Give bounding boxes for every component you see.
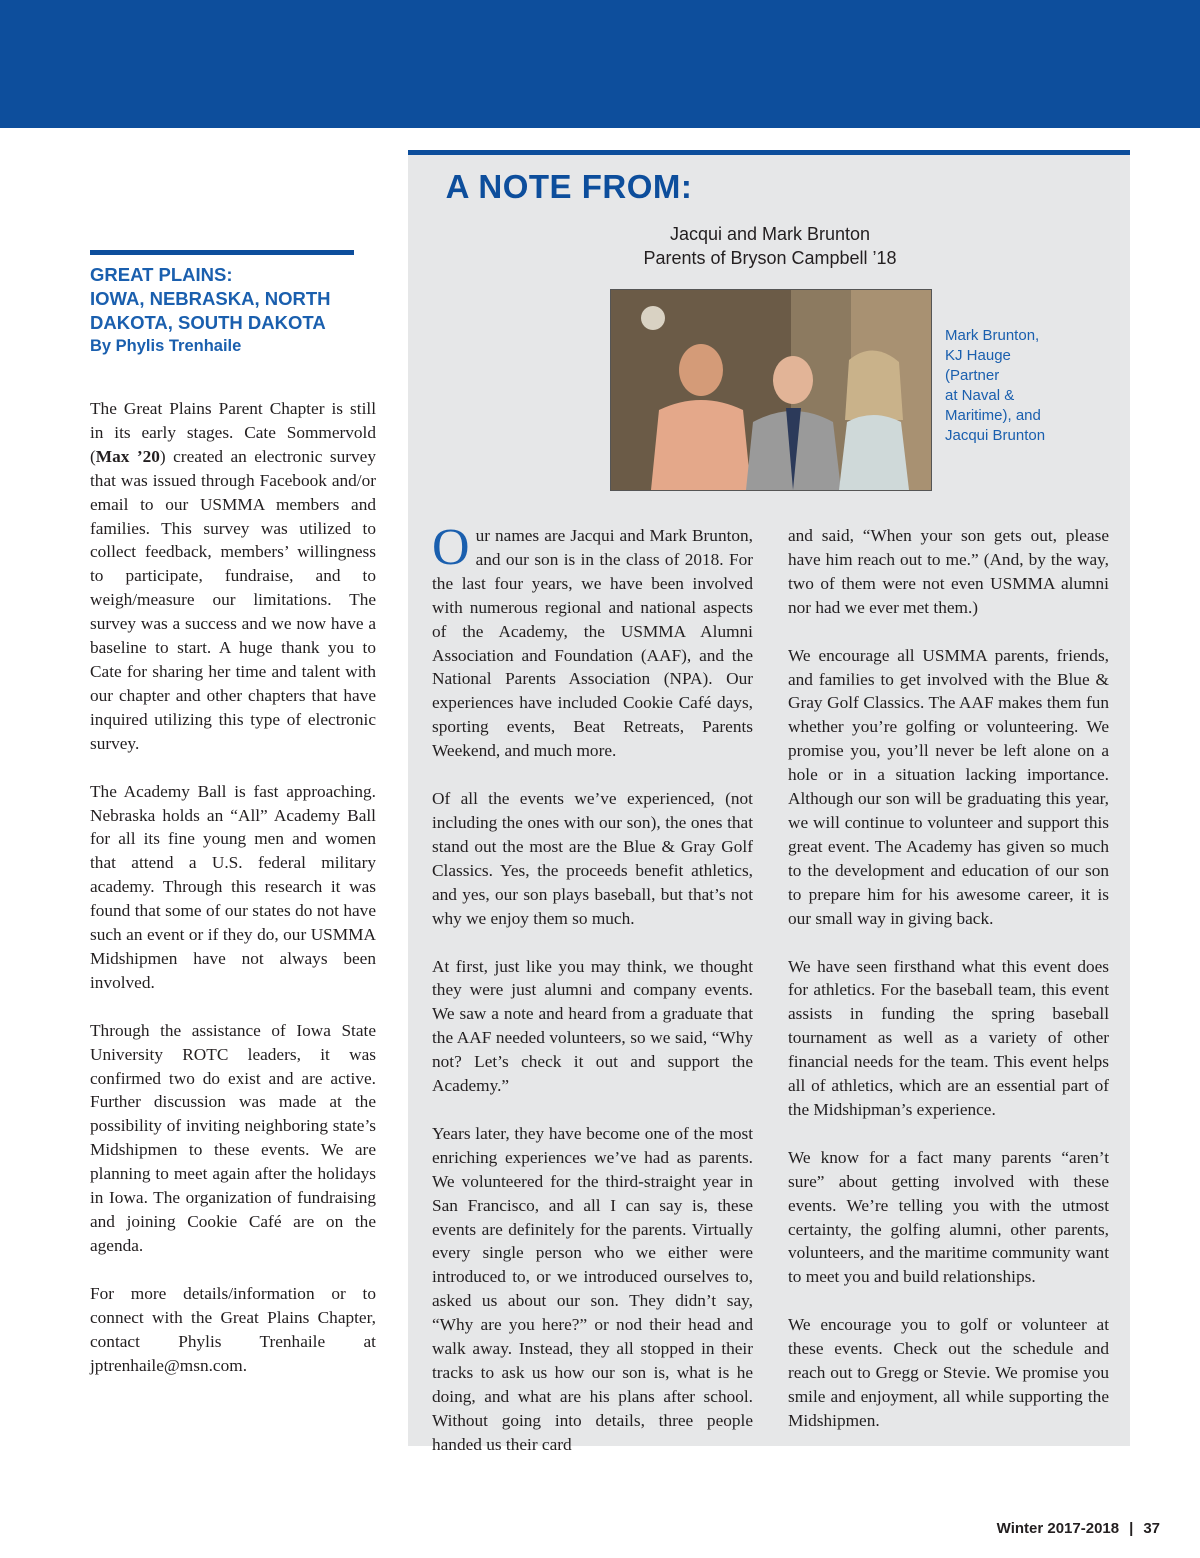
caption-line: KJ Hauge [945, 347, 1011, 364]
class-year: Max ’20 [95, 446, 160, 466]
paragraph-text: ) created an electronic survey that was issued through Facebook and/or email to our USMMA members and families. This survey was utilized to collect feedback, members’ willingness to participate, fundraise, and to weigh/measure our limitations. The survey was a success and we now have a baseline to start. A huge thank you to Cate for sharing her time and talent with our chapter and other chapters that have inquired utilizing this type of electronic survey. [90, 446, 376, 753]
heading-line: GREAT PLAINS: [90, 264, 233, 285]
authors-relation: Parents of Bryson Campbell ’18 [643, 248, 897, 268]
paragraph: and said, “When your son gets out, please have him reach out to me.” (And, by the way, two of them were not even USMMA alumni nor had we ever met them.) [788, 526, 1109, 617]
great-plains-article [90, 250, 376, 1401]
caption-line: (Partner [945, 367, 1000, 384]
photo-caption [945, 326, 1065, 446]
issue-label: Winter 2017-2018 [996, 1520, 1120, 1537]
drop-cap: O [432, 519, 470, 576]
note-subtitle [540, 222, 1000, 270]
heading-line: IOWA, NEBRASKA, NORTH [90, 288, 331, 309]
note-title: A NOTE FROM: [445, 168, 693, 205]
authors: Jacqui and Mark Brunton [669, 224, 871, 244]
paragraph: Years later, they have become one of the most enriching experiences we’ve had as parents. We volunteered for the third-straight year in San Francisco, and all I can say is, these events are definitely for the parents. Virtually every single person who we either were introduced to, or we introduced ourselves to, asked us about our son. They didn’t say, “Why are you here?” or nod their head and walk away. Instead, they all stopped in their tracks to ask us how our son is, what is he doing, and what are his plans after school. Without going into details, three people handed us their card [432, 1123, 753, 1454]
paragraph: The Academy Ball is fast approaching. Nebraska holds an “All” Academy Ball for all its fine young men and women that attend a U.S. federal military academy. Through this research it was found that some of our states do not have such an event or if they do, our USMMA Midshipmen have not always been involved. [90, 781, 376, 992]
section-rule [90, 250, 354, 255]
byline: By Phylis Trenhaile [90, 337, 242, 355]
paragraph: We know for a fact many parents “aren’t sure” about getting involved with these events. We’re telling you with the utmost certainty, the golfing alumni, other parents, volunteers, and the maritime community want to meet you and build relationships. [788, 1147, 1109, 1287]
photo-illustration [611, 290, 931, 490]
paragraph [90, 397, 376, 756]
paragraph-text: The Great Plains Parent Chapter is still in its early stages. Cate Sommervold ( [90, 399, 376, 466]
paragraph: We have seen firsthand what this event does for athletics. For the baseball team, this event assists in funding the spring baseball tournament as well as a variety of other financial needs for the team. This event helps all of athletics, which are an essential part of the Midshipman’s experience. [788, 956, 1109, 1119]
caption-line: Mark Brunton, [945, 327, 1040, 344]
paragraph: Of all the events we’ve experienced, (not including the ones with our son), the ones that stand out the most are the Blue & Gray Golf Classics. Yes, the proceeds benefit athletics, and yes, our son plays baseball, but that’s not why we enjoy them so much. [432, 789, 753, 928]
caption-line: Jacqui Brunton [945, 427, 1046, 444]
article-body [90, 397, 376, 1377]
paragraph-text: ur names are Jacqui and Mark Brunton, and our son is in the class of 2018. For the last four years, we have been involved with numerous regional and national aspects of the Academy, the USMMA Alumni Association and Foundation (AAF), and the National Parents Association (NPA). Our experiences have included Cookie Café days, sporting events, Beat Retreats, Parents Weekend, and much more. [432, 526, 753, 761]
footer-separator: | [1129, 1520, 1134, 1537]
panel-rule [408, 150, 1130, 155]
paragraph [432, 519, 753, 763]
caption-line: at Naval & [945, 387, 1015, 404]
paragraph: For more details/information or to connect with the Great Plains Chapter, contact Phylis Trenhaile at jptrenhaile@msn.com. [90, 1283, 376, 1375]
paragraph: We encourage you to golf or volunteer at these events. Check out the schedule and reach out to Gregg or Stevie. We promise you smile and enjoyment, all while supporting the Midshipmen. [788, 1315, 1109, 1430]
paragraph: At first, just like you may think, we thought they were just alumni and company events. We saw a note and heard from a graduate that the AAF needed volunteers, so we said, “Why not? Let’s check it out and support the Academy.” [432, 956, 753, 1096]
caption-line: Maritime), and [945, 407, 1041, 424]
group-photo [610, 289, 932, 491]
page-footer [997, 1520, 1160, 1537]
header-band [0, 0, 1200, 128]
article-heading [90, 263, 376, 335]
note-column-1 [432, 519, 753, 1481]
page-number: 37 [1143, 1520, 1160, 1537]
note-column-2 [788, 524, 1109, 1457]
heading-line: DAKOTA, SOUTH DAKOTA [90, 312, 326, 333]
paragraph: We encourage all USMMA parents, friends, and families to get involved with the Blue & Gray Golf Classics. The AAF makes them fun whether you’re golfing or volunteering. We promise you, you’ll never be left alone on a hole or in a situation lacking importance. Although our son will be graduating this year, we will continue to volunteer and support this great event. The Academy has given so much to the development and education of our son to prepare him for his awesome career, it is our small way in giving back. [788, 645, 1109, 928]
paragraph: Through the assistance of Iowa State University ROTC leaders, it was confirmed two do exist and are active. Further discussion was made at the possibility of inviting neighboring state’s Midshipmen to these events. We are planning to meet again after the holidays in Iowa. The organization of fundraising and joining Cookie Café are on the agenda. [90, 1020, 376, 1255]
